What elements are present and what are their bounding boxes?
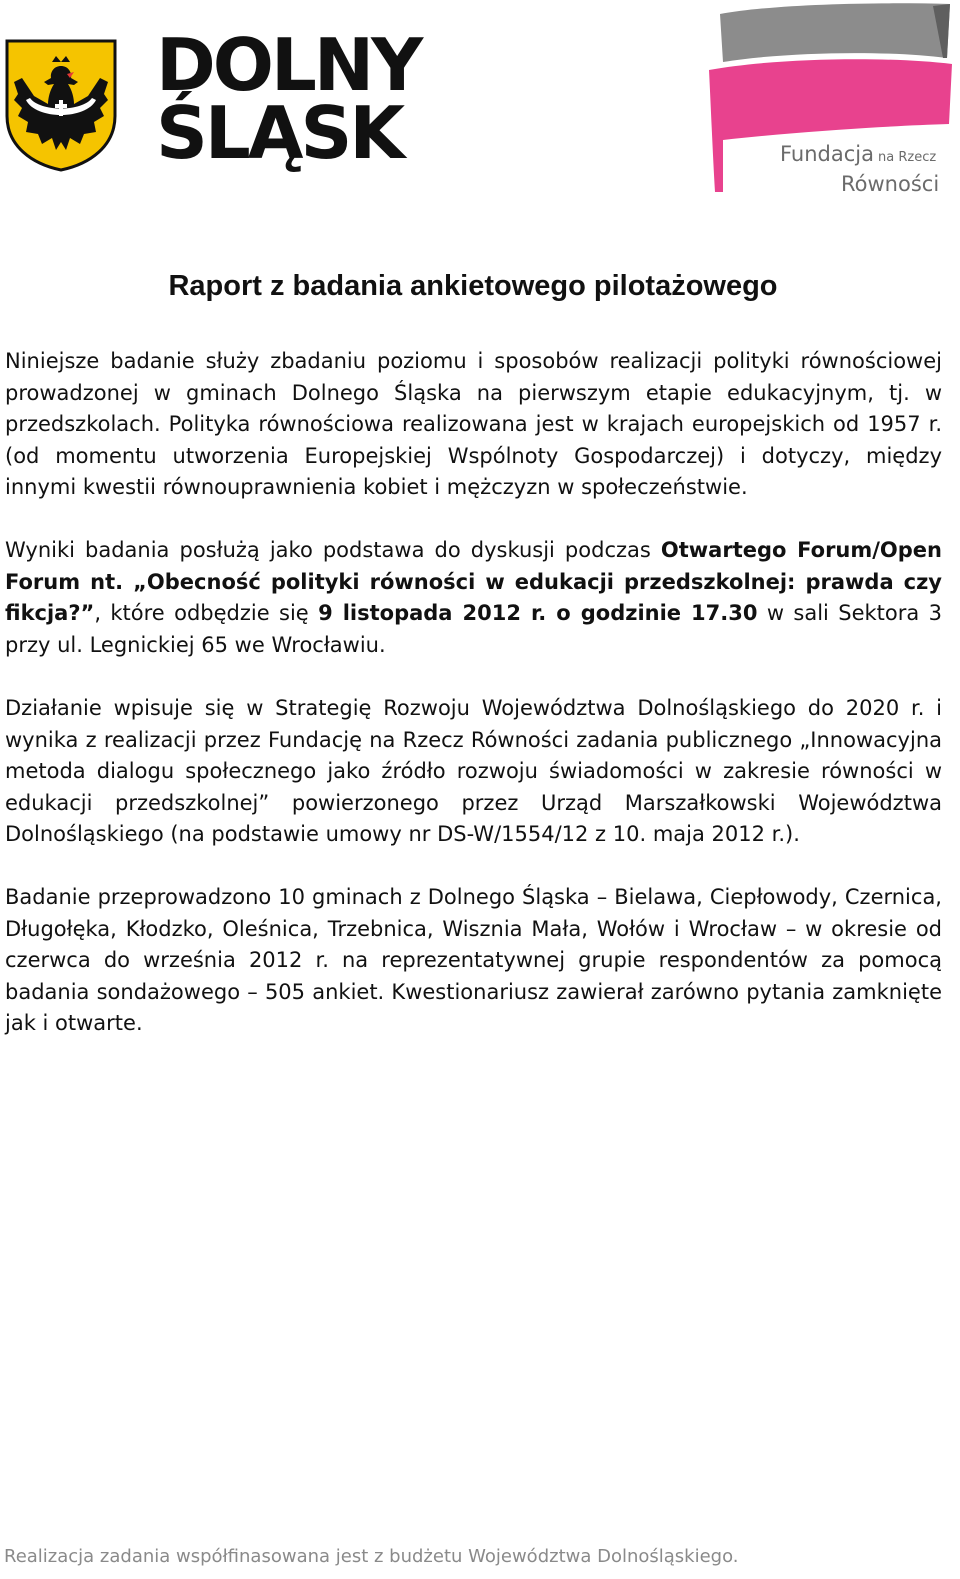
forum-text-2: , które odbędzie się xyxy=(94,601,319,626)
foundation-name xyxy=(780,141,939,197)
foundation-name-part3: Równości xyxy=(841,172,940,196)
paragraph-intro: Niniejsze badanie służy zbadaniu poziomu i sposobów realizacji polityki równościowej prowadzonej w gminach Dolnego Śląska na pierwszym etapie edukacyjnym, tj. w przedszkolach. Polityka równościowa realizowana jest w krajach europejskich od 1957 r. (od momentu utworzenia Europejskiej Wspólnoty Gospodarczej) i dotyczy, między innymi kwestii równouprawnienia kobiet i mężczyzn w społeczeństwie. xyxy=(5,349,942,500)
forum-name: Otwartego Forum/Open Forum nt. „Obecność polityki równości w edukacji przedszkolnej: prawda czy fikcja?” xyxy=(5,538,942,626)
paragraph-strategy: Działanie wpisuje się w Strategię Rozwoju Województwa Dolnośląskiego do 2020 r. i wynika z realizacji przez Fundację na Rzecz Równości zadania publicznego „Innowacyjna metoda dialogu społecznego jako źródło rozwoju świadomości w zakresie równości w edukacji przedszkolnej” powierzonego przez Urząd Marszałkowski Województwa Dolnośląskiego (na podstawie umowy nr DS-W/1554/12 z 10. maja 2012 r.). xyxy=(5,696,942,847)
paragraph-forum xyxy=(5,535,942,661)
report-title: Raport z badania ankietowego pilotażowego xyxy=(168,270,778,302)
forum-date: 9 listopada 2012 r. o godzinie 17.30 xyxy=(318,601,758,626)
foundation-name-part1: Fundacja xyxy=(780,142,874,166)
forum-text-3: w sali Sektora 3 przy ul. Legnickiej 65 we Wrocławiu. xyxy=(5,601,942,657)
paragraph-method: Badanie przeprowadzono 10 gminach z Dolnego Śląska – Bielawa, Ciepłowody, Czernica, Długołęka, Kłodzko, Oleśnica, Trzebnica, Wisznia Mała, Wołów i Wrocław – w okresie od czerwca do września 2012 r. na reprezentatywnej grupie respondentów za pomocą badania sondażowego – 505 ankiet. Kwestionariusz zawierał zarówno pytania zamknięte jak i otwarte. xyxy=(5,885,942,1036)
foundation-name-part2: na Rzecz xyxy=(878,150,937,165)
lower-silesia-coat-of-arms-icon xyxy=(4,38,118,172)
logo-word-dolny: DOLNY xyxy=(156,23,421,107)
logo-word-slask: ŚLĄSK xyxy=(156,91,403,175)
footer-funding-note: Realizacja zadania współfinasowana jest z budżetu Województwa Dolnośląskiego. xyxy=(4,1546,739,1567)
dolny-slask-logo xyxy=(156,23,421,175)
forum-text-1: Wyniki badania posłużą jako podstawa do dyskusji podczas xyxy=(5,538,661,562)
